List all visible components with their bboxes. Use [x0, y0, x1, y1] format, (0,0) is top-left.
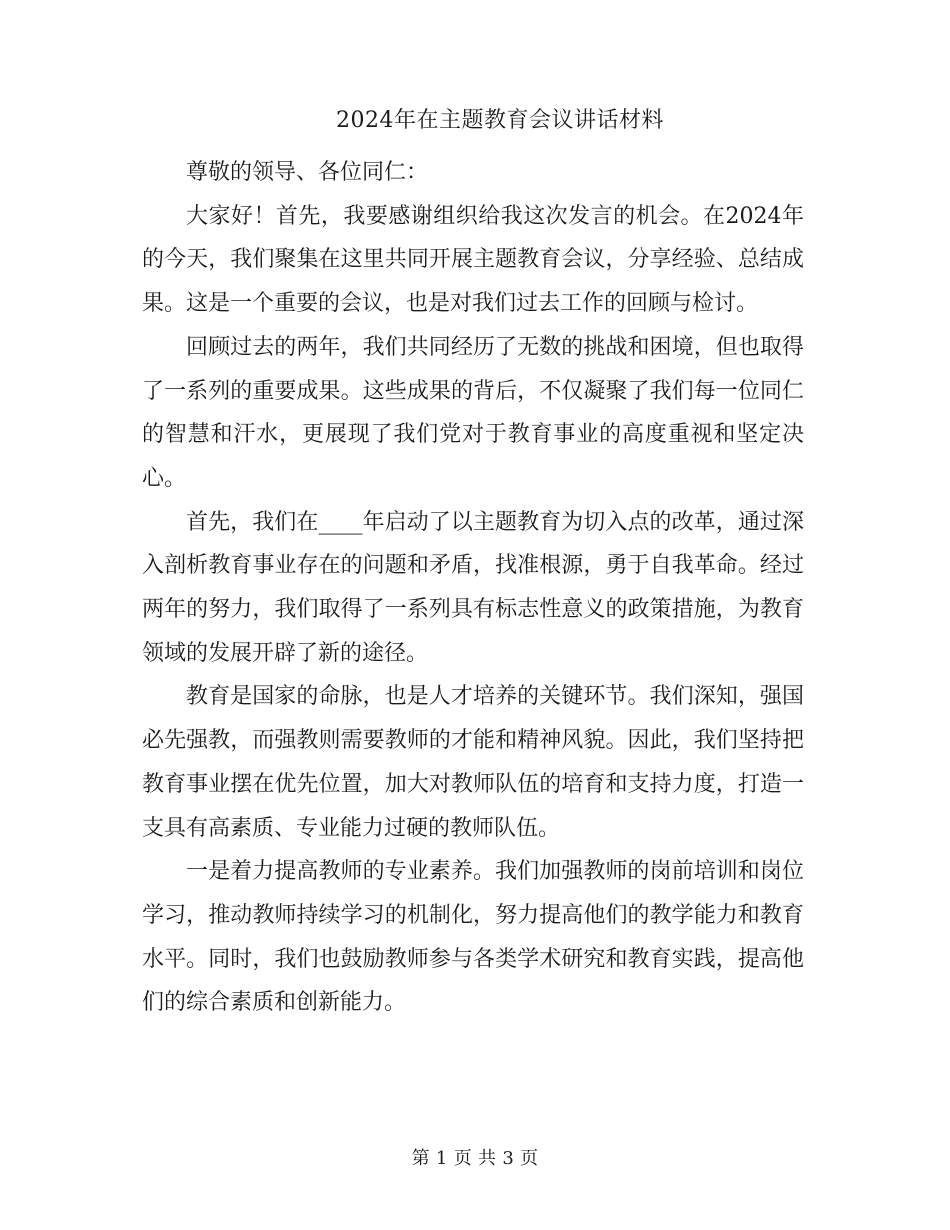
body-paragraph: 一是着力提高教师的专业素养。我们加强教师的岗前培训和岗位学习，推动教师持续学习的机制化，努力提高他们的教学能力和教育水平。同时，我们也鼓励教师参与各类学术研究和教育实践，提高他们的综合素质和创新能力。 — [142, 859, 804, 1016]
document-body — [142, 151, 804, 1025]
page-footer: 第 1 页 共 3 页 — [411, 1148, 539, 1169]
body-paragraph: 首先，我们在____年启动了以主题教育为切入点的改革，通过深入剖析教育事业存在的问题和矛盾，找准根源，勇于自我革命。经过两年的努力，我们取得了一系列具有标志性意义的政策措施，为教育领域的发展开辟了新的途径。 — [142, 509, 804, 666]
body-paragraph: 大家好！首先，我要感谢组织给我这次发言的机会。在2024年的今天，我们聚集在这里共同开展主题教育会议，分享经验、总结成果。这是一个重要的会议，也是对我们过去工作的回顾与检讨。 — [142, 203, 804, 317]
body-paragraph: 教育是国家的命脉，也是人才培养的关键环节。我们深知，强国必先强教，而强教则需要教师的才能和精神风貌。因此，我们坚持把教育事业摆在优先位置，加大对教师队伍的培育和支持力度，打造一支具有高素质、专业能力过硬的教师队伍。 — [142, 684, 804, 841]
salutation-paragraph: 尊敬的领导、各位同仁： — [186, 160, 429, 185]
body-paragraph: 回顾过去的两年，我们共同经历了无数的挑战和困境，但也取得了一系列的重要成果。这些成果的背后，不仅凝聚了我们每一位同仁的智慧和汗水，更展现了我们党对于教育事业的高度重视和坚定决心。 — [142, 334, 804, 491]
page-title: 2024年在主题教育会议讲话材料 — [336, 108, 664, 133]
